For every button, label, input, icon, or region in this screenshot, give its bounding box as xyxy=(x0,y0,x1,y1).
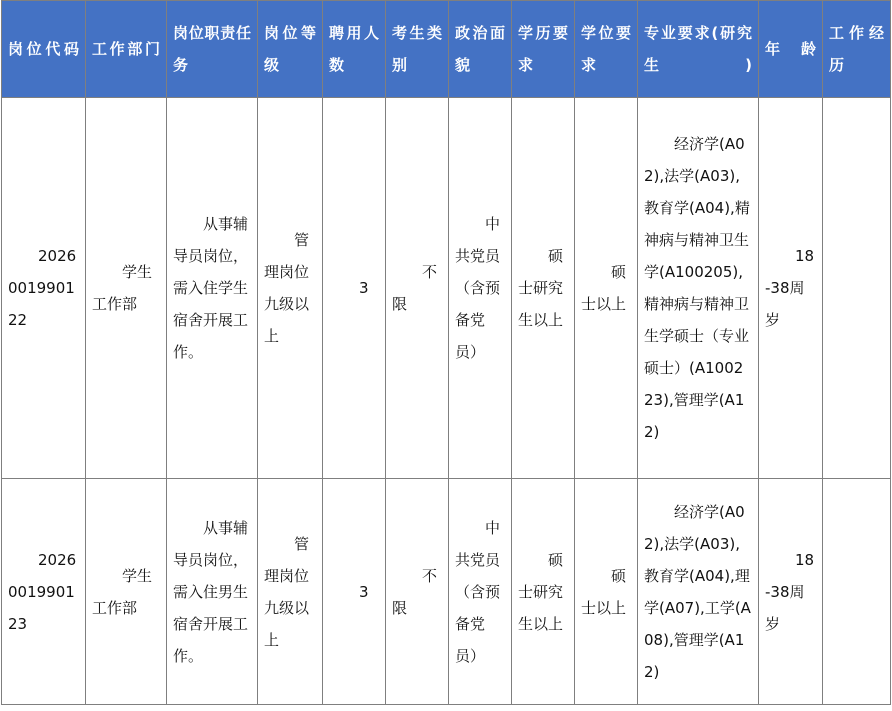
header-degree: 学位要求 xyxy=(575,1,638,98)
header-education: 学历要求 xyxy=(512,1,575,98)
cell-level: 管理岗位九级以上 xyxy=(258,479,323,705)
cell-degree: 硕士以上 xyxy=(575,479,638,705)
header-political: 政治面貌 xyxy=(449,1,512,98)
table-row xyxy=(2,479,891,705)
header-age: 年龄 xyxy=(759,1,823,98)
cell-experience xyxy=(823,479,891,705)
header-level: 岗位等级 xyxy=(258,1,323,98)
header-department: 工作部门 xyxy=(86,1,167,98)
cell-department: 学生工作部 xyxy=(86,479,167,705)
cell-candidate-type: 不限 xyxy=(386,479,449,705)
header-count: 聘用人数 xyxy=(323,1,386,98)
header-experience: 工作经历 xyxy=(823,1,891,98)
cell-political: 中共党员（含预备党员） xyxy=(449,479,512,705)
header-duties: 岗位职责任务 xyxy=(167,1,258,98)
header-job-code: 岗位代码 xyxy=(2,1,86,98)
job-table xyxy=(1,0,891,705)
header-major: 专业要求(研究生) xyxy=(638,1,759,98)
header-row xyxy=(2,1,891,98)
cell-level: 管理岗位九级以上 xyxy=(258,98,323,479)
cell-count: 3 xyxy=(323,98,386,479)
cell-experience xyxy=(823,98,891,479)
cell-job-code: 2026001990123 xyxy=(2,479,86,705)
cell-education: 硕士研究生以上 xyxy=(512,98,575,479)
cell-count: 3 xyxy=(323,479,386,705)
cell-degree: 硕士以上 xyxy=(575,98,638,479)
cell-age: 18-38周岁 xyxy=(759,479,823,705)
cell-department: 学生工作部 xyxy=(86,98,167,479)
cell-duties: 从事辅导员岗位，需入住学生宿舍开展工作。 xyxy=(167,98,258,479)
cell-major: 经济学(A02),法学(A03),教育学(A04),理学(A07),工学(A08),管理学(A12) xyxy=(638,479,759,705)
cell-political: 中共党员（含预备党员） xyxy=(449,98,512,479)
cell-duties: 从事辅导员岗位，需入住男生宿舍开展工作。 xyxy=(167,479,258,705)
cell-age: 18-38周岁 xyxy=(759,98,823,479)
header-candidate-type: 考生类别 xyxy=(386,1,449,98)
cell-candidate-type: 不限 xyxy=(386,98,449,479)
cell-education: 硕士研究生以上 xyxy=(512,479,575,705)
cell-job-code: 2026001990122 xyxy=(2,98,86,479)
cell-major: 经济学(A02),法学(A03),教育学(A04),精神病与精神卫生学(A100205),精神病与精神卫生学硕士（专业硕士）(A100223),管理学(A12) xyxy=(638,98,759,479)
table-row xyxy=(2,98,891,479)
